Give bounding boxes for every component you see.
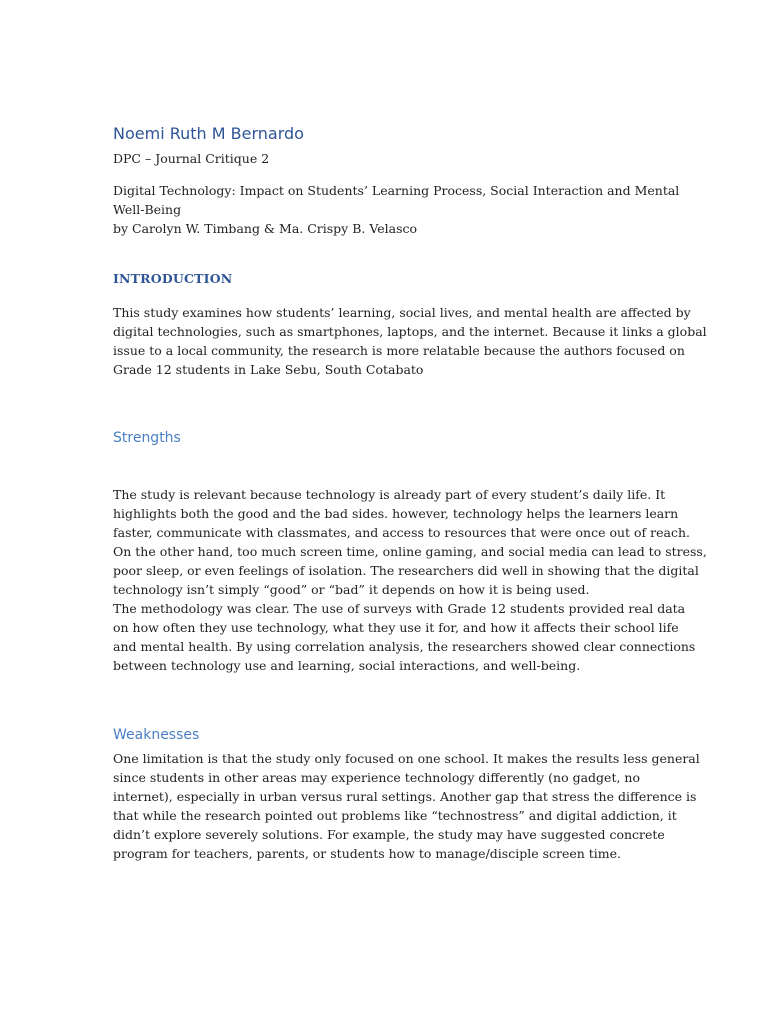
article-title-line: Digital Technology: Impact on Students’ Learning Process, Social Interaction and Mental — [113, 183, 680, 198]
paragraph-line: didn’t explore severely solutions. For example, the study may have suggested concrete — [113, 827, 665, 842]
paragraph-line: program for teachers, parents, or students how to manage/disciple screen time. — [113, 846, 622, 861]
introduction-paragraph — [113, 303, 707, 379]
paragraph-line: The study is relevant because technology is already part of every student’s daily life. It — [113, 487, 666, 502]
strengths-heading: Strengths — [113, 430, 181, 446]
course-line: DPC – Journal Critique 2 — [113, 151, 270, 166]
paragraph-line: since students in other areas may experience technology differently (no gadget, no — [113, 770, 640, 785]
paragraph-line: On the other hand, too much screen time, online gaming, and social media can lead to stress, — [113, 544, 707, 559]
weaknesses-heading: Weaknesses — [113, 727, 200, 743]
introduction-heading: INTRODUCTION — [113, 271, 233, 286]
weaknesses-paragraph — [113, 749, 700, 863]
paragraph-line: digital technologies, such as smartphones, laptops, and the internet. Because it links a global — [113, 324, 707, 339]
paragraph-line: The methodology was clear. The use of surveys with Grade 12 students provided real data — [113, 601, 686, 616]
paragraph-line: highlights both the good and the bad sides. however, technology helps the learners learn — [113, 506, 679, 521]
course-line-block — [113, 149, 658, 168]
paragraph-line: This study examines how students’ learning, social lives, and mental health are affected by — [113, 305, 691, 320]
paragraph-line: between technology use and learning, social interactions, and well-being. — [113, 658, 581, 673]
article-title-line: Well-Being — [113, 202, 182, 217]
paragraph-line: poor sleep, or even feelings of isolation. The researchers did well in showing that the digital — [113, 563, 699, 578]
paragraph-line: and mental health. By using correlation analysis, the researchers showed clear connections — [113, 639, 696, 654]
paragraph-line: internet), especially in urban versus rural settings. Another gap that stress the difference is — [113, 789, 697, 804]
strengths-paragraph — [113, 485, 707, 675]
paragraph-line: issue to a local community, the research is more relatable because the authors focused on — [113, 343, 685, 358]
paragraph-line: on how often they use technology, what they use it for, and how it affects their school life — [113, 620, 679, 635]
author-name: Noemi Ruth M Bernardo — [113, 124, 304, 143]
paragraph-line: Grade 12 students in Lake Sebu, South Cotabato — [113, 362, 424, 377]
paragraph-line: faster, communicate with classmates, and access to resources that were once out of reach. — [113, 525, 690, 540]
paragraph-line: One limitation is that the study only focused on one school. It makes the results less general — [113, 751, 700, 766]
article-title-block — [113, 181, 680, 238]
byline: by Carolyn W. Timbang & Ma. Crispy B. Velasco — [113, 221, 418, 236]
paragraph-line: that while the research pointed out problems like “technostress” and digital addiction, it — [113, 808, 677, 823]
paragraph-line: technology isn’t simply “good” or “bad” it depends on how it is being used. — [113, 582, 590, 597]
